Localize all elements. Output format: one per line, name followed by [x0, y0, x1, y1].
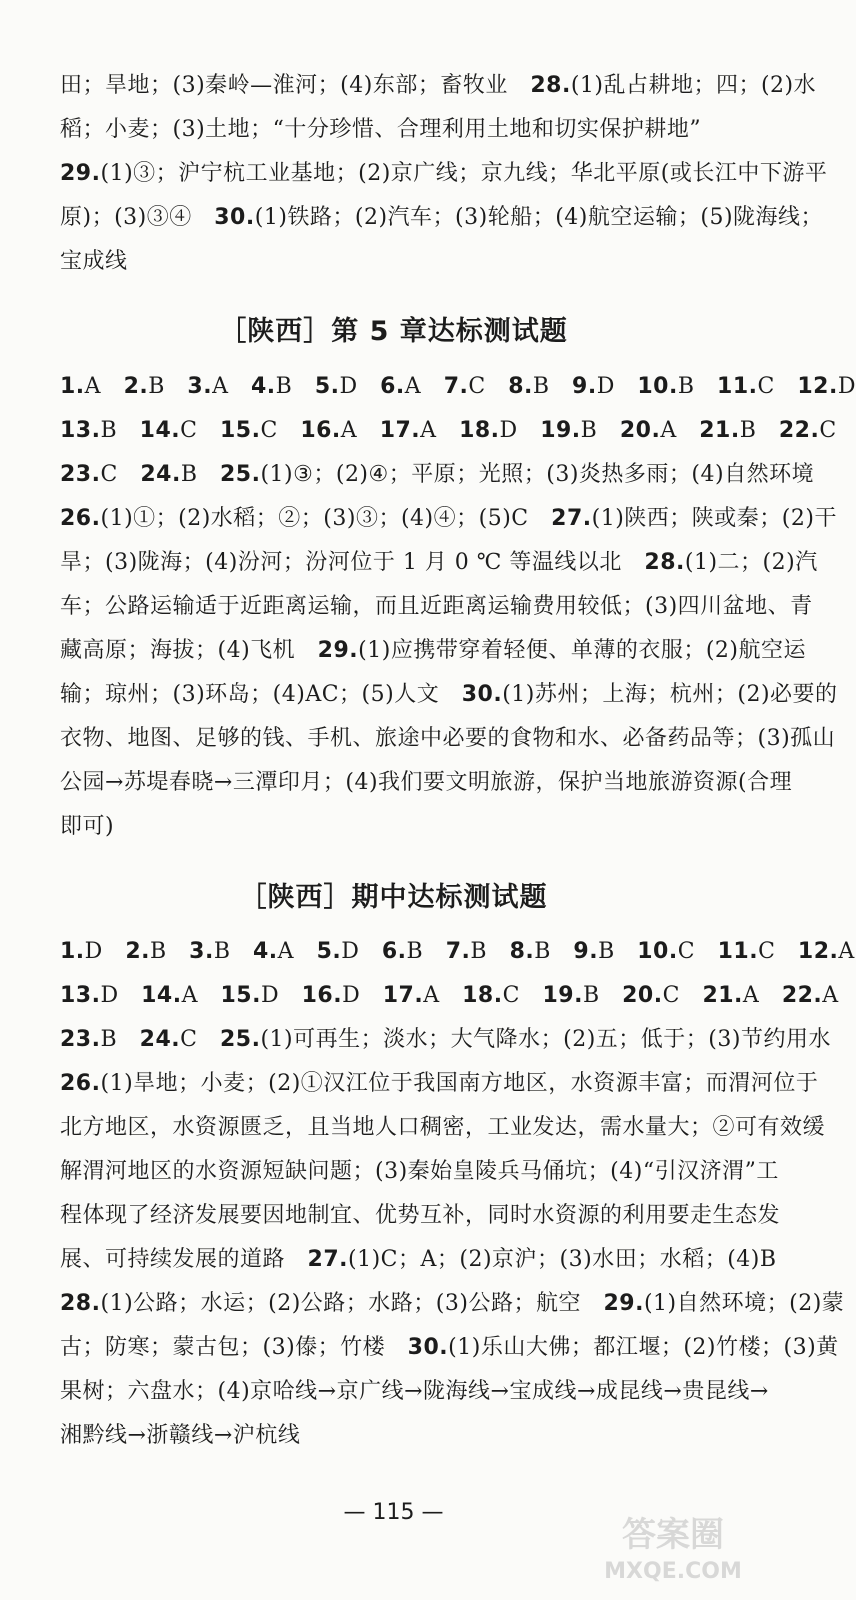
text-line: 古；防寒；蒙古包；(3)傣；竹楼 30.(1)乐山大佛；都江堰；(2)竹楼；(3)黄 — [60, 1335, 839, 1360]
question-number: 17. — [379, 418, 421, 443]
text-line: 29.(1)③；沪宁杭工业基地；(2)京广线；京九线；华北平原(或长江中下游平 — [60, 161, 828, 186]
text-line: 原)；(3)③④ 30.(1)铁路；(2)汽车；(3)轮船；(4)航空运输；(5)陇海线； — [60, 205, 824, 230]
question-number: 21. — [702, 983, 743, 1008]
question-number: 6. — [381, 939, 407, 964]
question-number: 18. — [462, 983, 503, 1008]
question-number: 3. — [187, 374, 213, 399]
question-number: 25. — [219, 462, 261, 487]
question-number: 14. — [141, 983, 182, 1008]
text-line: 果树；六盘水；(4)京哈线→京广线→陇海线→宝成线→成昆线→贵昆线→ — [60, 1379, 769, 1404]
watermark-text-top: 答案圈 — [622, 1515, 724, 1555]
question-number: 17. — [382, 983, 424, 1008]
question-number: 11. — [717, 374, 758, 399]
question-number: 28. — [530, 73, 571, 98]
text-line: 程体现了经济发展要因地制宜、优势互补，同时水资源的利用要走生态发 — [60, 1203, 781, 1228]
question-number: 3. — [189, 939, 214, 964]
text-line: 26.(1)①；(2)水稻；②；(3)③；(4)④；(5)C 27.(1)陕西；陕或秦；(2)干 — [60, 506, 837, 531]
text-line: 即可) — [60, 814, 115, 839]
text-line: 车；公路运输适于近距离运输，而且近距离运输费用较低；(3)四川盆地、青 — [60, 594, 813, 619]
text-line: 北方地区，水资源匮乏，且当地人口稠密，工业发达，需水量大；②可有效缓 — [60, 1115, 826, 1140]
midterm-answers — [60, 930, 855, 1458]
text-line: 1.A 2.B 3.A 4.B 5.D 6.A 7.C 8.B 9.D 10.B 11.C 12.D — [60, 374, 856, 399]
text-line: 输；琼州；(3)环岛；(4)AC；(5)人文 30.(1)苏州；上海；杭州；(2)必要的 — [60, 682, 838, 707]
question-number: 14. — [139, 418, 181, 443]
question-number: 22. — [781, 983, 823, 1008]
question-number: 19. — [540, 418, 581, 443]
question-number: 28. — [60, 1291, 101, 1316]
question-number: 12. — [797, 939, 839, 964]
text-line: 1.D 2.B 3.B 4.A 5.D 6.B 7.B 8.B 9.B 10.C 11.C 12.A — [60, 939, 855, 964]
question-number: 10. — [637, 374, 678, 399]
question-number: 1. — [60, 374, 85, 399]
question-number: 11. — [717, 939, 759, 964]
text-line: 23.C 24.B 25.(1)③；(2)④；平原；光照；(3)炎热多雨；(4)自然环境 — [60, 462, 815, 487]
text-line: 旱；(3)陇海；(4)汾河；汾河位于 1 月 0 ℃ 等温线以北 28.(1)二；(2)汽 — [60, 550, 818, 575]
watermark-logo — [573, 1506, 773, 1586]
text-line: 田；旱地；(3)秦岭—淮河；(4)东部；畜牧业 28.(1)乱占耕地；四；(2)水 — [60, 73, 817, 98]
text-line: 23.B 24.C 25.(1)可再生；淡水；大气降水；(2)五；低于；(3)节约用水 — [60, 1027, 831, 1052]
question-number: 10. — [637, 939, 678, 964]
text-line: 28.(1)公路；水运；(2)公路；水路；(3)公路；航空 29.(1)自然环境；(2)蒙 — [60, 1291, 845, 1316]
question-number: 2. — [125, 939, 150, 964]
question-number: 4. — [250, 374, 276, 399]
question-number: 2. — [123, 374, 149, 399]
text-line: 解渭河地区的水资源短缺问题；(3)秦始皇陵兵马俑坑；(4)“引汉济渭”工 — [60, 1159, 779, 1184]
text-line: 26.(1)旱地；小麦；(2)①汉江位于我国南方地区，水资源丰富；而渭河位于 — [60, 1071, 819, 1096]
question-number: 21. — [699, 418, 740, 443]
question-number: 30. — [214, 205, 255, 230]
question-number: 20. — [622, 983, 663, 1008]
text-line: 藏高原；海拔；(4)飞机 29.(1)应携带穿着轻便、单薄的衣服；(2)航空运 — [60, 638, 806, 663]
question-number: 9. — [572, 374, 597, 399]
question-number: 12. — [797, 374, 838, 399]
question-number: 23. — [60, 462, 101, 487]
text-line: 衣物、地图、足够的钱、手机、旅途中必要的食物和水、必备药品等；(3)孤山 — [60, 726, 836, 751]
question-number: 30. — [461, 682, 503, 707]
text-line: 宝成线 — [60, 249, 128, 274]
question-number: 7. — [445, 939, 471, 964]
question-number: 13. — [60, 418, 101, 443]
text-line: 展、可持续发展的道路 27.(1)C；A；(2)京沪；(3)水田；水稻；(4)B — [60, 1247, 777, 1272]
question-number: 6. — [380, 374, 405, 399]
question-number: 25. — [219, 1027, 261, 1052]
question-number: 16. — [300, 418, 341, 443]
question-number: 13. — [60, 983, 101, 1008]
question-number: 24. — [140, 462, 181, 487]
question-number: 29. — [317, 638, 359, 663]
text-line: 13.B 14.C 15.C 16.A 17.A 18.D 19.B 20.A 21.B 22.C — [60, 418, 837, 443]
question-number: 16. — [301, 983, 343, 1008]
text-line: 13.D 14.A 15.D 16.D 17.A 18.C 19.B 20.C 21.A 22.A — [60, 983, 839, 1008]
question-number: 7. — [443, 374, 469, 399]
question-number: 27. — [551, 506, 592, 531]
question-number: 5. — [314, 374, 340, 399]
chapter5-answers — [60, 365, 856, 849]
question-number: 8. — [508, 374, 533, 399]
question-number: 27. — [307, 1247, 348, 1272]
text-line: 公园→苏堤春晓→三潭印月；(4)我们要文明旅游，保护当地旅游资源(合理 — [60, 770, 793, 795]
question-number: 5. — [316, 939, 342, 964]
text-line: 稻；小麦；(3)土地；“十分珍惜、合理利用土地和切实保护耕地” — [60, 117, 702, 142]
text-line: 湘黔线→浙赣线→沪杭线 — [60, 1423, 301, 1448]
question-number: 29. — [60, 161, 101, 186]
question-number: 4. — [253, 939, 278, 964]
question-number: 29. — [603, 1291, 644, 1316]
question-number: 15. — [220, 983, 261, 1008]
question-number: 24. — [139, 1027, 181, 1052]
top-answer-block — [60, 64, 828, 284]
question-number: 30. — [407, 1335, 449, 1360]
question-number: 28. — [644, 550, 685, 575]
question-number: 19. — [542, 983, 583, 1008]
question-number: 22. — [778, 418, 820, 443]
watermark-text-bottom: MXQE.COM — [604, 1559, 742, 1584]
section-heading-chapter5: ［陕西］第 5 章达标测试题 — [219, 316, 568, 347]
question-number: 9. — [573, 939, 599, 964]
question-number: 8. — [509, 939, 535, 964]
question-number: 1. — [60, 939, 85, 964]
question-number: 20. — [619, 418, 661, 443]
question-number: 18. — [459, 418, 500, 443]
question-number: 23. — [60, 1027, 101, 1052]
page-number: — 115 — — [343, 1500, 444, 1525]
question-number: 15. — [219, 418, 261, 443]
section-heading-midterm: ［陕西］期中达标测试题 — [239, 882, 548, 913]
question-number: 26. — [60, 506, 101, 531]
question-number: 26. — [60, 1071, 101, 1096]
